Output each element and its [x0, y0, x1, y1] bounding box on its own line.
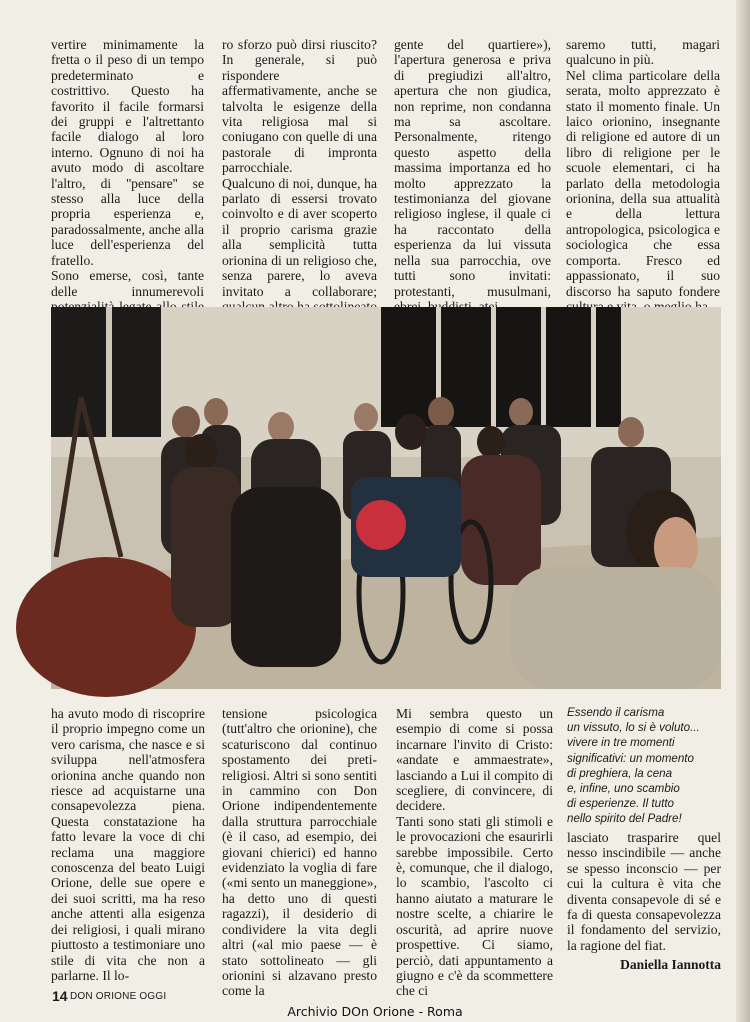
photo-caption: Essendo il carisma un vissuto, lo si è voluto... vivere in tre momenti significativi: un momento di preghiera, la cena e, infine, uno scambio di esperienze. Il tutto nello spirito del Padre!: [567, 706, 700, 826]
article-column-3: gente del quartiere»), l'apertura generosa e priva di pregiudizi all'altro, apertura che non giudica, non reprime, non condanna ma sa ascoltare. Personalmente, ritengo questo aspetto della massima importanza ed ho molto apprezzato la testimonianza del giovane religioso inglese, il quale ci ha raccontato della esperienza da lui vissuta nella sua parrocchia, ove tutti sono invitati: protestanti, musulmani,: [394, 37, 551, 299]
author-signature: Daniella Iannotta: [620, 957, 721, 972]
article-column-2: ro sforzo può dirsi riuscito? In generale, si può rispondere affermativamente, anche se talvolta le esigenze della vita religiosa mal si coniugano con quelle di una pastorale di impronta parrocchiale. Qualcuno di noi, dunque, ha parlato di essersi trovato coinvolto e di aver scoperto il proprio carisma grazie alla semplicità tutta orionina di un religioso che, senza parere, lo aveva invitato a collaborare;: [222, 37, 377, 299]
page-edge-shadow: [736, 0, 750, 1022]
meeting-photo: [51, 307, 721, 689]
publication-name: DON ORIONE OGGI: [70, 991, 167, 1002]
article-column-5: ha avuto modo di riscoprire il proprio impegno come un vero carisma, che nasce e si sviluppa nell'atmosfera orionina anche quando non riesce ad acquistarne una consapevolezza piena. Questa constatazione ha fatto levare la voce di chi reclama una maggiore conoscenza del beato Luigi Orione, delle sue opere e dei suoi scritti, ma ha reso anche attenti alla esigenza dei religiosi, i quali mirano piuttosto a testimoniare uno stile di vita che non a parlarne. Il lo-: [51, 706, 205, 983]
page-number: 14: [52, 988, 68, 1004]
article-column-1: vertire minimamente la fretta o il peso di un tempo predeterminato e costrittivo. Questo ha favorito il facile formarsi dei gruppi e l'altrettanto facile dialogo al loro interno. Ognuno di noi ha avuto modo di ascoltare l'altro, di ''pensare'' se stesso alla luce della propria esperienza e, paradossalmente, anche alla luce dell'esperienza del fratello. Sono emerse, così, tante delle innumerevoli: [51, 37, 204, 299]
article-column-6: tensione psicologica (tutt'altro che orionine), che scaturiscono dal continuo spostamento dei preti-religiosi. Altri si sono sentiti in cammino con Don Orione indipendentemente dalla struttura parrocchiale (è il caso, ad esempio, dei giovani chierici) ed hanno evidenziato la voglia di fare («mi sento un maneggione», ha detto uno di questi ragazzi), il desiderio di condividere la vita degli altri («al mio paese — è stato sottolineato — gli orionini si alzavano presto come la: [222, 706, 377, 999]
archive-watermark: Archivio DOn Orione - Roma: [287, 1004, 463, 1019]
article-column-7: Mi sembra questo un esempio di come si possa incarnare l'invito di Cristo: «andate e ammaestrate», lasciando a Lui il compito di scegliere, di convincere, di decidere. Tanti sono stati gli stimoli e le provocazioni che esaurirli sarebbe impossibile. Certo è, comunque, che il dialogo, lo scambio, l'ascolto ci hanno aiutato a maturare le nostre scelte, a chiarire le oscurità, ad aprire nuove prospettive. Ci siamo, perciò, dati appuntamento a giugno e c'è da scommettere che ci: [396, 706, 553, 999]
article-column-8: lasciato trasparire quel nesso inscindibile — anche se spesso inconscio — per cui la cultura è vita che diventa consapevole di sé e fa di questa consapevolezza il fondamento del servizio, la ragione del fiat.: [567, 830, 721, 953]
article-column-4: saremo tutti, magari qualcuno in più. Nel clima particolare della serata, molto apprezzato è stato il momento finale. Un laico orionino, insegnante di religione ed autore di un libro di religione per le scuole elementari, ci ha parlato della metodologia orionina, della sua attualità e della lettura antropologica, psicologica e sociologica che essa comporta. Fresco ed appassionato, il suo discorso ha saputo fondere: [566, 37, 720, 299]
